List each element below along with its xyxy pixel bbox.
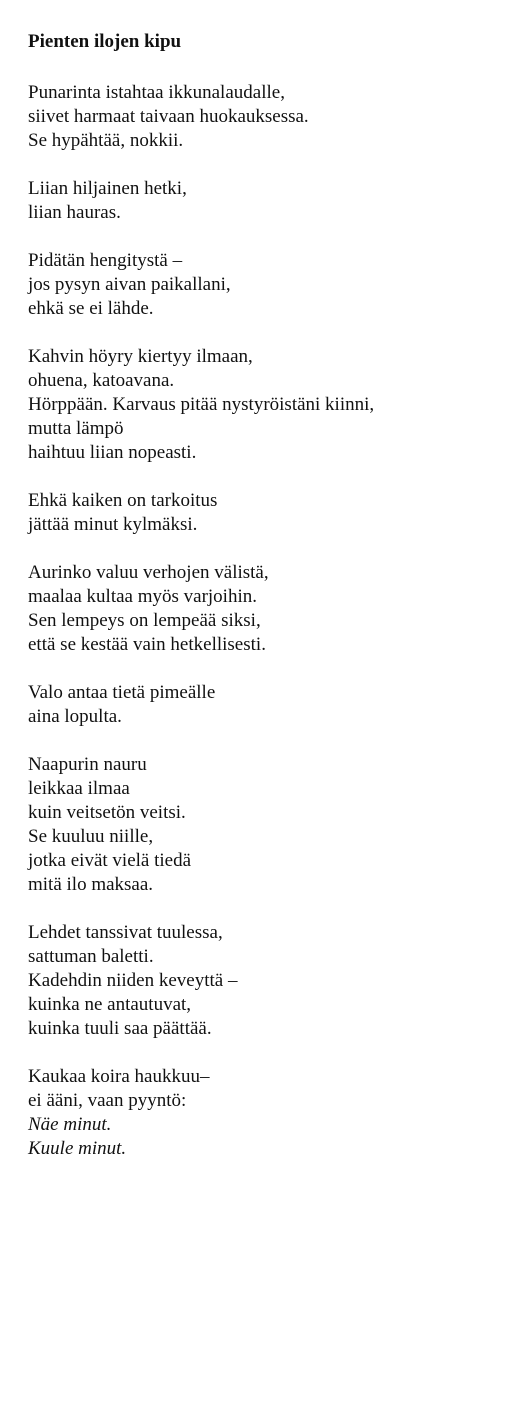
stanza-2	[28, 177, 522, 225]
poem-line: mutta lämpö	[28, 418, 124, 439]
poem-line: ei ääni, vaan pyyntö:	[28, 1090, 187, 1111]
poem-line: Ehkä kaiken on tarkoitus	[28, 490, 218, 511]
poem-line: jotka eivät vielä tiedä	[28, 850, 192, 871]
poem-line: Pidätän hengitystä –	[28, 250, 183, 271]
poem-line: mitä ilo maksaa.	[28, 874, 154, 895]
poem-line: että se kestää vain hetkellisesti.	[28, 634, 266, 655]
poem-line: Se hypähtää, nokkii.	[28, 130, 184, 151]
poem-line: Kahvin höyry kiertyy ilmaan,	[28, 346, 253, 367]
poem-line: aina lopulta.	[28, 706, 122, 727]
poem-line: Sen lempeys on lempeää siksi,	[28, 610, 261, 631]
poem-line: ohuena, katoavana.	[28, 370, 175, 391]
poem-line: kuin veitsetön veitsi.	[28, 802, 186, 823]
stanza-9	[28, 921, 522, 1041]
stanza-4	[28, 345, 522, 465]
poem-page	[28, 30, 522, 1185]
stanza-5	[28, 489, 522, 537]
stanza-7	[28, 681, 522, 729]
poem-line: Hörppään. Karvaus pitää nystyröistäni kiinni,	[28, 394, 375, 415]
poem-line: sattuman baletti.	[28, 946, 154, 967]
stanza-1	[28, 81, 522, 153]
poem-line: Aurinko valuu verhojen välistä,	[28, 562, 269, 583]
stanza-3	[28, 249, 522, 321]
poem-line: Kaukaa koira haukkuu–	[28, 1066, 210, 1087]
poem-line: Liian hiljainen hetki,	[28, 178, 187, 199]
poem-line: Punarinta istahtaa ikkunalaudalle,	[28, 82, 285, 103]
stanza-10	[28, 1065, 522, 1161]
poem-line: kuinka ne antautuvat,	[28, 994, 192, 1015]
poem-line-italic: Kuule minut.	[28, 1138, 127, 1159]
poem-line: haihtuu liian nopeasti.	[28, 442, 197, 463]
poem-line-italic: Näe minut.	[28, 1114, 112, 1135]
poem-line: Naapurin nauru	[28, 754, 147, 775]
poem-line: Valo antaa tietä pimeälle	[28, 682, 216, 703]
poem-line: jos pysyn aivan paikallani,	[28, 274, 231, 295]
stanza-8	[28, 753, 522, 897]
poem-line: maalaa kultaa myös varjoihin.	[28, 586, 257, 607]
stanza-6	[28, 561, 522, 657]
poem-title: Pienten ilojen kipu	[28, 31, 182, 52]
poem-line: Se kuuluu niille,	[28, 826, 154, 847]
poem-line: jättää minut kylmäksi.	[28, 514, 198, 535]
poem-line: ehkä se ei lähde.	[28, 298, 154, 319]
poem-line: siivet harmaat taivaan huokauksessa.	[28, 106, 309, 127]
poem-line: leikkaa ilmaa	[28, 778, 130, 799]
poem-line: Kadehdin niiden keveyttä –	[28, 970, 238, 991]
poem-line: Lehdet tanssivat tuulessa,	[28, 922, 223, 943]
poem-line: kuinka tuuli saa päättää.	[28, 1018, 212, 1039]
poem-line: liian hauras.	[28, 202, 121, 223]
